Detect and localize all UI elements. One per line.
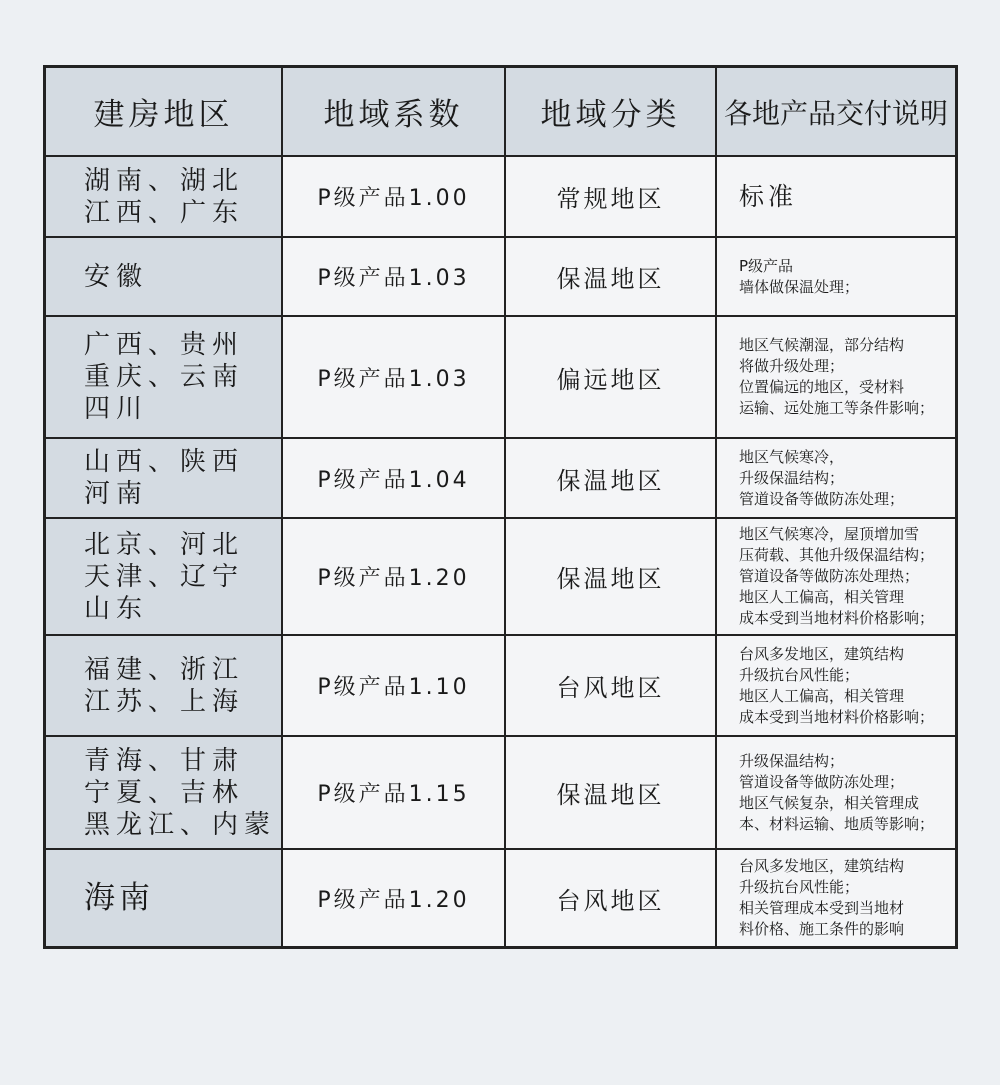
row-region: 海南: [46, 850, 283, 946]
row-coefficient: P级产品1.00: [283, 157, 506, 238]
row-region: 福建、浙江 江苏、上海: [46, 636, 283, 737]
row-explanation: 台风多发地区，建筑结构 升级抗台风性能； 相关管理成本受到当地材 料价格、施工条件的影响: [717, 850, 955, 946]
row-region: 青海、甘肃 宁夏、吉林 黑龙江、内蒙: [46, 737, 283, 850]
row-category: 保温地区: [506, 238, 717, 317]
row-region: 广西、贵州 重庆、云南 四川: [46, 317, 283, 439]
row-explanation: 标准: [717, 157, 955, 238]
row-explanation: 地区气候寒冷， 升级保温结构； 管道设备等做防冻处理；: [717, 439, 955, 519]
row-category: 台风地区: [506, 850, 717, 946]
header-region: 建房地区: [46, 68, 283, 157]
row-region: 安徽: [46, 238, 283, 317]
row-category: 保温地区: [506, 737, 717, 850]
header-explanation: 各地产品交付说明: [717, 68, 955, 157]
row-region: 山西、陕西 河南: [46, 439, 283, 519]
row-category: 偏远地区: [506, 317, 717, 439]
row-explanation: 台风多发地区，建筑结构 升级抗台风性能； 地区人工偏高，相关管理 成本受到当地材料价格影响；: [717, 636, 955, 737]
row-coefficient: P级产品1.10: [283, 636, 506, 737]
row-region: 北京、河北 天津、辽宁 山东: [46, 519, 283, 636]
header-coefficient: 地域系数: [283, 68, 506, 157]
row-coefficient: P级产品1.03: [283, 238, 506, 317]
row-coefficient: P级产品1.03: [283, 317, 506, 439]
row-category: 保温地区: [506, 439, 717, 519]
row-region: 湖南、湖北 江西、广东: [46, 157, 283, 238]
row-category: 常规地区: [506, 157, 717, 238]
row-coefficient: P级产品1.04: [283, 439, 506, 519]
row-coefficient: P级产品1.20: [283, 850, 506, 946]
row-explanation: P级产品 墙体做保温处理；: [717, 238, 955, 317]
region-coefficient-table: [43, 65, 958, 949]
row-explanation: 地区气候寒冷，屋顶增加雪 压荷载、其他升级保温结构； 管道设备等做防冻处理热； 地区人工偏高，相关管理 成本受到当地材料价格影响；: [717, 519, 955, 636]
row-explanation: 地区气候潮湿，部分结构 将做升级处理； 位置偏远的地区，受材料 运输、远处施工等条件影响；: [717, 317, 955, 439]
header-category: 地域分类: [506, 68, 717, 157]
row-explanation: 升级保温结构； 管道设备等做防冻处理； 地区气候复杂，相关管理成 本、材料运输、地质等影响；: [717, 737, 955, 850]
row-category: 台风地区: [506, 636, 717, 737]
row-category: 保温地区: [506, 519, 717, 636]
row-coefficient: P级产品1.20: [283, 519, 506, 636]
row-coefficient: P级产品1.15: [283, 737, 506, 850]
